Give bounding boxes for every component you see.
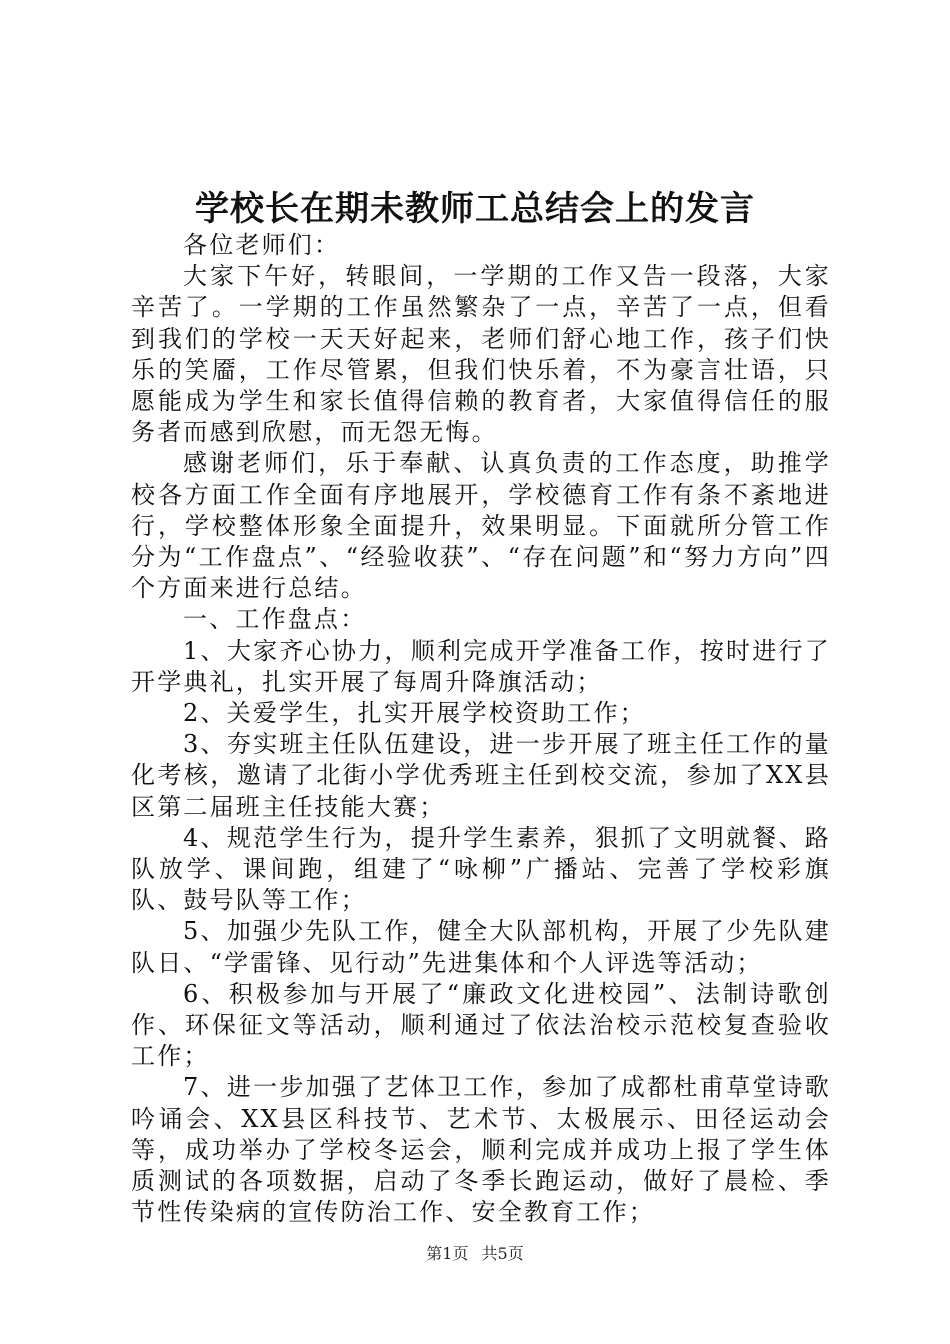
list-item: 1、大家齐心协力，顺利完成开学准备工作，按时进行了开学典礼，扎实开展了每周升降旗活动； xyxy=(131,636,831,696)
document-title: 学校长在期未教师工总结会上的发言 xyxy=(195,189,755,229)
list-item: 7、进一步加强了艺体卫工作，参加了成都杜甫草堂诗歌吟诵会、XX县区科技节、艺术节、太极展示、田径运动会等，成功举办了学校冬运会，顺利完成并成功上报了学生体质测试的各项数据，启动了冬季长跑运动，做好了晨检、季节性传染病的宣传防治工作、安全教育工作； xyxy=(131,1073,831,1227)
page-footer xyxy=(0,1243,950,1265)
list-item: 6、积极参加与开展了“廉政文化进校园”、法制诗歌创作、环保征文等活动，顺利通过了依法治校示范校复查验收工作； xyxy=(131,979,831,1071)
paragraph-thanks: 感谢老师们，乐于奉献、认真负责的工作态度，助推学校各方面工作全面有序地展开，学校德育工作有条不紊地进行，学校整体形象全面提升，效果明显。下面就所分管工作分为“工作盘点”、“经验收获”、“存在问题”和“努力方向”四个方面来进行总结。 xyxy=(131,449,831,603)
list-item: 4、规范学生行为，提升学生素养，狠抓了文明就餐、路队放学、课间跑，组建了“咏柳”广播站、完善了学校彩旗队、鼓号队等工作； xyxy=(131,823,831,915)
salutation: 各位老师们： xyxy=(183,231,341,259)
list-item: 5、加强少先队工作，健全大队部机构，开展了少先队建队日、“学雷锋、见行动”先进集体和个人评选等活动； xyxy=(131,917,831,977)
page-number: 第1页 xyxy=(426,1244,469,1263)
paragraph-greeting: 大家下午好，转眼间，一学期的工作又告一段落，大家辛苦了。一学期的工作虽然繁杂了一点，辛苦了一点，但看到我们的学校一天天好起来，老师们舒心地工作，孩子们快乐的笑靥，工作尽管累，但我们快乐着，不为豪言壮语，只愿能成为学生和家长值得信赖的教育者，大家值得信任的服务者而感到欣慰，而无怨无悔。 xyxy=(131,262,831,447)
page-total: 共5页 xyxy=(481,1244,524,1263)
document-body xyxy=(131,230,831,1229)
list-item: 2、关爱学生，扎实开展学校资助工作； xyxy=(183,699,646,728)
list-item: 3、夯实班主任队伍建设，进一步开展了班主任工作的量化考核，邀请了北街小学优秀班主任到校交流，参加了XX县区第二届班主任技能大赛； xyxy=(131,730,831,821)
section-heading: 一、工作盘点： xyxy=(183,605,367,634)
